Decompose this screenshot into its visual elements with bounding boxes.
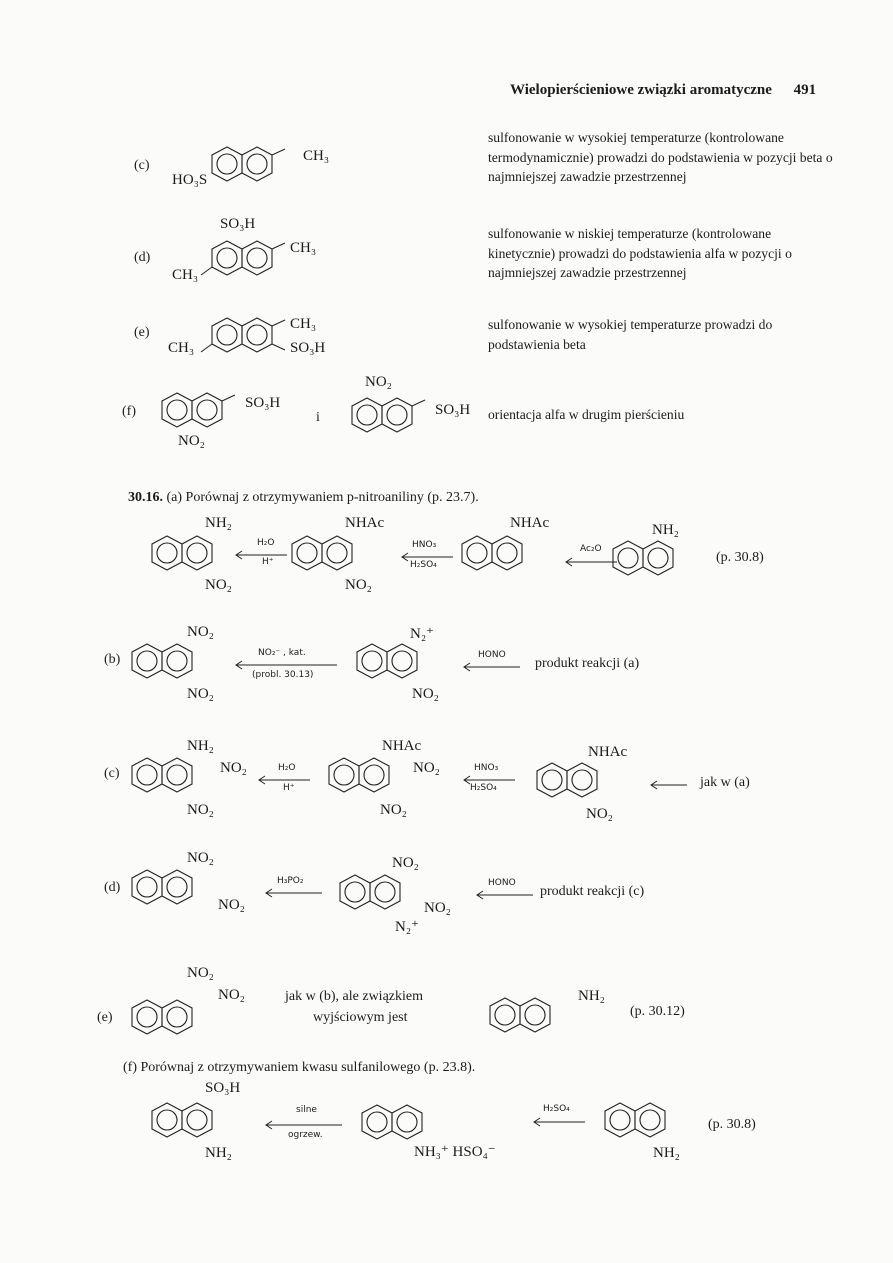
substituent: NO₂ <box>586 806 613 822</box>
reagent: Ac₂O <box>580 544 602 554</box>
substituent: NH₂ <box>652 522 679 538</box>
page-number: 491 <box>793 82 817 98</box>
reaction-arrow <box>262 883 327 903</box>
substituent: NO₂ <box>187 624 214 640</box>
reagent: H₂O <box>257 538 275 548</box>
substituent: N₂⁺ <box>410 626 434 642</box>
substituent: NO₂ <box>220 760 247 776</box>
naphthalene-ring <box>125 750 215 805</box>
reagent: ogrzew. <box>288 1130 323 1140</box>
substituent: NHAc <box>345 515 385 531</box>
substituent: N₂⁺ <box>395 919 419 935</box>
substituent: NH₂ <box>187 738 214 754</box>
note-line1: jak w (b), ale związkiem <box>285 989 423 1004</box>
naphthalene-ring <box>125 862 215 917</box>
reaction-arrow <box>647 775 692 795</box>
reagent: silne <box>296 1105 317 1115</box>
reference: (p. 30.12) <box>630 1004 685 1019</box>
reaction-arrow <box>473 885 538 905</box>
substituent: NO₂ <box>412 686 439 702</box>
substituent-so3h: HO₃S <box>172 172 208 188</box>
reagent: HNO₃ <box>474 763 499 773</box>
substituent-ch3: CH₃ <box>168 340 195 356</box>
reaction-arrow <box>460 657 525 677</box>
running-header <box>510 82 816 99</box>
reaction-arrow <box>530 1112 590 1132</box>
substituent: NO₂ <box>345 577 372 593</box>
substituent: NH₂ <box>205 515 232 531</box>
substituent: NH₃⁺ HSO₄⁻ <box>414 1144 496 1160</box>
substituent: NHAc <box>510 515 550 531</box>
description-c: sulfonowanie w wysokiej temperaturze (kontrolowane termodynamicznie) prowadzi do podstawienia w pozycji beta o najmniejszej zawadzie przestrzennej <box>488 130 833 185</box>
substituent: NO₂ <box>392 855 419 871</box>
reagent: HONO <box>478 650 506 660</box>
reagent: H₂O <box>278 763 296 773</box>
conjunction: i <box>316 410 320 425</box>
reference: (p. 30.8) <box>716 550 764 565</box>
substituent: NHAc <box>382 738 422 754</box>
reagent: H₂SO₄ <box>470 783 497 793</box>
naphthalene-ring <box>350 636 440 691</box>
substituent: NO₂ <box>187 965 214 981</box>
item-label-d: (d) <box>134 250 151 265</box>
note-line2: wyjściowym jest <box>313 1010 408 1025</box>
substituent: NO₂ <box>413 760 440 776</box>
naphthalene-ring <box>125 636 215 691</box>
problem-f-text: (f) Porównaj z otrzymywaniem kwasu sulfanilowego (p. 23.8). <box>123 1060 476 1075</box>
naphthalene-ring <box>530 755 620 810</box>
substituent-so3h: SO₃H <box>290 340 326 356</box>
naphthalene-ring <box>606 533 696 588</box>
reagent: H₃PO₂ <box>277 876 304 886</box>
item-label-e: (e) <box>134 325 150 340</box>
naphthalene-ring <box>285 528 375 583</box>
naphthalene-ring <box>145 528 235 583</box>
description-e: sulfonowanie w wysokiej temperaturze prowadzi do podstawienia beta <box>488 317 773 352</box>
substituent: SO₃H <box>205 1080 241 1096</box>
item-label-e: (e) <box>97 1010 113 1025</box>
substituent-no2: NO₂ <box>365 374 392 390</box>
substituent: NO₂ <box>187 850 214 866</box>
reference: (p. 30.8) <box>708 1117 756 1132</box>
naphthalene-ring <box>598 1095 688 1150</box>
naphthalene-ring <box>345 390 465 450</box>
reaction-note: produkt reakcji (a) <box>535 656 640 671</box>
naphthalene-ring <box>155 385 275 445</box>
substituent: NO₂ <box>218 897 245 913</box>
substituent-so3h: SO₃H <box>220 216 256 232</box>
reagent: H₂SO₄ <box>543 1104 570 1114</box>
reagent: H⁺ <box>283 783 295 793</box>
substituent-ch3: CH₃ <box>172 267 199 283</box>
reagent: H₂SO₄ <box>410 560 437 570</box>
substituent: NH₂ <box>578 988 605 1004</box>
naphthalene-ring <box>483 990 573 1045</box>
problem-number: 30.16. <box>128 490 163 505</box>
substituent: NH₂ <box>653 1145 680 1161</box>
reagent: HONO <box>488 878 516 888</box>
item-label-c: (c) <box>134 158 150 173</box>
substituent: NO₂ <box>380 802 407 818</box>
item-label-d: (d) <box>104 880 121 895</box>
naphthalene-ring <box>455 528 545 583</box>
substituent-ch3: CH₃ <box>303 148 330 164</box>
substituent: NO₂ <box>205 577 232 593</box>
description-f: orientacja alfa w drugim pierścieniu <box>488 407 685 422</box>
item-label-f: (f) <box>122 404 136 419</box>
substituent: NH₂ <box>205 1145 232 1161</box>
naphthalene-ring <box>145 1095 235 1150</box>
item-label-c: (c) <box>104 766 120 781</box>
substituent-so3h: SO₃H <box>435 402 471 418</box>
naphthalene-ring <box>322 750 412 805</box>
substituent-ch3: CH₃ <box>290 240 317 256</box>
reaction-note: produkt reakcji (c) <box>540 884 645 899</box>
substituent: NO₂ <box>187 686 214 702</box>
reaction-note: jak w (a) <box>700 775 750 790</box>
substituent-ch3: CH₃ <box>290 316 317 332</box>
substituent-so3h: SO₃H <box>245 395 281 411</box>
reagent: HNO₃ <box>412 540 437 550</box>
problem-heading <box>128 490 479 506</box>
header-title: Wielopierścieniowe związki aromatyczne <box>510 82 772 98</box>
naphthalene-ring <box>333 867 423 922</box>
problem-a-text: (a) Porównaj z otrzymywaniem p-nitroaniliny (p. 23.7). <box>166 490 479 505</box>
substituent-no2: NO₂ <box>178 433 205 449</box>
substituent: NO₂ <box>424 900 451 916</box>
reagent: NO₂⁻ , kat. <box>258 648 306 658</box>
substituent: NO₂ <box>218 987 245 1003</box>
naphthalene-ring <box>125 992 215 1047</box>
item-label-b: (b) <box>104 652 121 667</box>
reagent: (probl. 30.13) <box>252 670 314 680</box>
substituent: NO₂ <box>187 802 214 818</box>
substituent: NHAc <box>588 744 628 760</box>
description-d: sulfonowanie w niskiej temperaturze (kontrolowane kinetycznie) prowadzi do podstawienia alfa w pozycji o najmniejszej zawadzie przestrzennej <box>488 226 792 281</box>
reagent: H⁺ <box>262 557 274 567</box>
